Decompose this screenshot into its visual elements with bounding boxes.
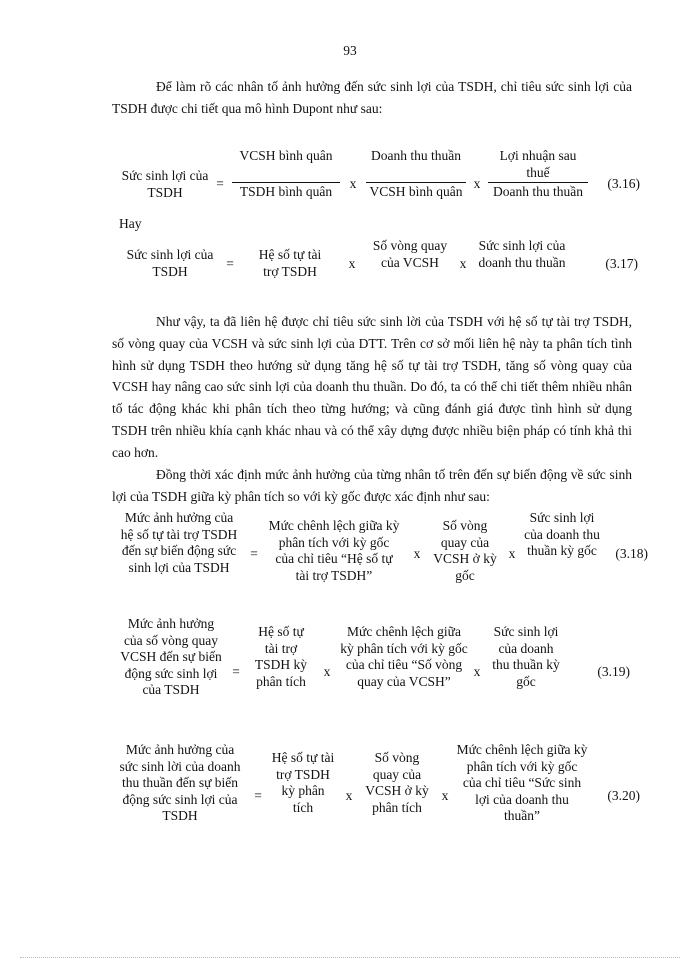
f319-lhs: Mức ảnh hưởng của số vòng quay VCSH đến sự biến động sức sinh lợi của TSDH <box>120 616 222 697</box>
f317-times-1: x <box>348 256 356 271</box>
f318-times-1: x <box>413 546 421 561</box>
f317-term2: Số vòng quay của VCSH <box>372 238 448 270</box>
f317-term3: Sức sinh lợi của doanh thu thuần <box>478 238 566 270</box>
determination-paragraph: Đồng thời xác định mức ảnh hưởng của từng nhân tố trên đến sự biến động về sức sinh lợi của TSDH giữa kỳ phân tích so với kỳ gốc được xác định như sau: <box>112 467 632 504</box>
f320-equals: = <box>254 788 262 803</box>
f316-term3-bar <box>488 182 588 183</box>
page-bottom-divider <box>20 957 680 958</box>
f319-term2: Mức chênh lệch giữa kỳ phân tích với kỳ gốc của chỉ tiêu “Số vòng quay của VCSH” <box>340 624 468 689</box>
f316-term1-numerator: VCSH bình quân <box>239 148 333 163</box>
f316-term2-bar <box>366 182 466 183</box>
f318-lhs: Mức ảnh hưởng của hệ số tự tài trợ TSDH đến sự biến động sức sinh lợi của TSDH <box>120 510 238 575</box>
f320-term3: Mức chênh lệch giữa kỳ phân tích với kỳ gốc của chỉ tiêu “Sức sinh lợi của doanh thu thuần” <box>456 742 588 823</box>
f317-times-2: x <box>459 256 467 271</box>
f316-term2-denominator: VCSH bình quân <box>369 184 463 199</box>
f319-term3: Sức sinh lợi của doanh thu thuần kỳ gốc <box>492 624 560 689</box>
f318-term1: Mức chênh lệch giữa kỳ phân tích với kỳ gốc của chỉ tiêu “Hệ số tự tài trợ TSDH” <box>268 518 400 583</box>
f318-equation-number: (3.18) <box>615 546 648 561</box>
f316-term3-denominator: Doanh thu thuần <box>493 184 583 199</box>
f319-times-2: x <box>473 664 481 679</box>
f318-times-2: x <box>508 546 516 561</box>
f316-times-1: x <box>349 176 357 191</box>
f320-term1: Hệ số tự tài trợ TSDH kỳ phân tích <box>271 750 335 815</box>
f320-times-1: x <box>345 788 353 803</box>
f316-term1-bar <box>232 182 340 183</box>
explanation-paragraph: Như vậy, ta đã liên hệ được chỉ tiêu sức sinh lời của TSDH với hệ số tự tài trợ TSDH, số vòng quay của VCSH và sức sinh lợi của DTT. Trên cơ sở mối liên hệ này ta phân tích tình hình sử dụng TSDH theo hướng sử dụng tăng hệ số tự tài trợ TSDH, tăng số vòng quay của VCSH hay nâng cao sức sinh lợi của doanh thu thuần. Do đó, ta có thể chi tiết thêm nhiều nhân tố tác động khác khi phân tích theo từng hướng; và cũng đánh giá được tình hình sử dụng TSDH trên nhiều khía cạnh khác nhau và có thể xây dựng được nhiều biện pháp có tính khả thi cao hơn. <box>112 314 632 460</box>
f319-term1: Hệ số tự tài trợ TSDH kỳ phân tích <box>254 624 308 689</box>
f317-term1: Hệ số tự tài trợ TSDH <box>258 247 322 279</box>
f316-equation-number: (3.16) <box>607 176 640 191</box>
f320-equation-number: (3.20) <box>607 788 640 803</box>
f316-term2-numerator: Doanh thu thuần <box>371 148 461 163</box>
f319-times-1: x <box>323 664 331 679</box>
intro-paragraph: Để làm rõ các nhân tố ảnh hưởng đến sức sinh lợi của TSDH, chỉ tiêu sức sinh lợi của TSDH được chi tiết qua mô hình Dupont như sau: <box>112 79 632 116</box>
page-number: 93 <box>343 43 357 58</box>
f318-equals: = <box>250 546 258 561</box>
f318-term2: Số vòng quay của VCSH ở kỳ gốc <box>433 518 497 583</box>
f319-equals: = <box>232 664 240 679</box>
f316-lhs: Sức sinh lợi của TSDH <box>121 168 209 200</box>
hay-label: Hay <box>119 216 142 231</box>
f316-term3-numerator: Lợi nhuận sau thuế <box>499 148 577 180</box>
f316-term1-denominator: TSDH bình quân <box>239 184 333 199</box>
f316-equals: = <box>216 176 224 191</box>
f317-lhs: Sức sinh lợi của TSDH <box>126 247 214 279</box>
f320-lhs: Mức ảnh hưởng của sức sinh lời của doanh thu thuần đến sự biến động sức sinh lợi của TSDH <box>119 742 241 823</box>
f320-times-2: x <box>441 788 449 803</box>
f316-times-2: x <box>473 176 481 191</box>
f317-equation-number: (3.17) <box>605 256 638 271</box>
f320-term2: Số vòng quay của VCSH ở kỳ phân tích <box>365 750 429 815</box>
f317-equals: = <box>226 256 234 271</box>
f318-term3: Sức sinh lợi của doanh thu thuần kỳ gốc <box>524 510 600 558</box>
f319-equation-number: (3.19) <box>597 664 630 679</box>
